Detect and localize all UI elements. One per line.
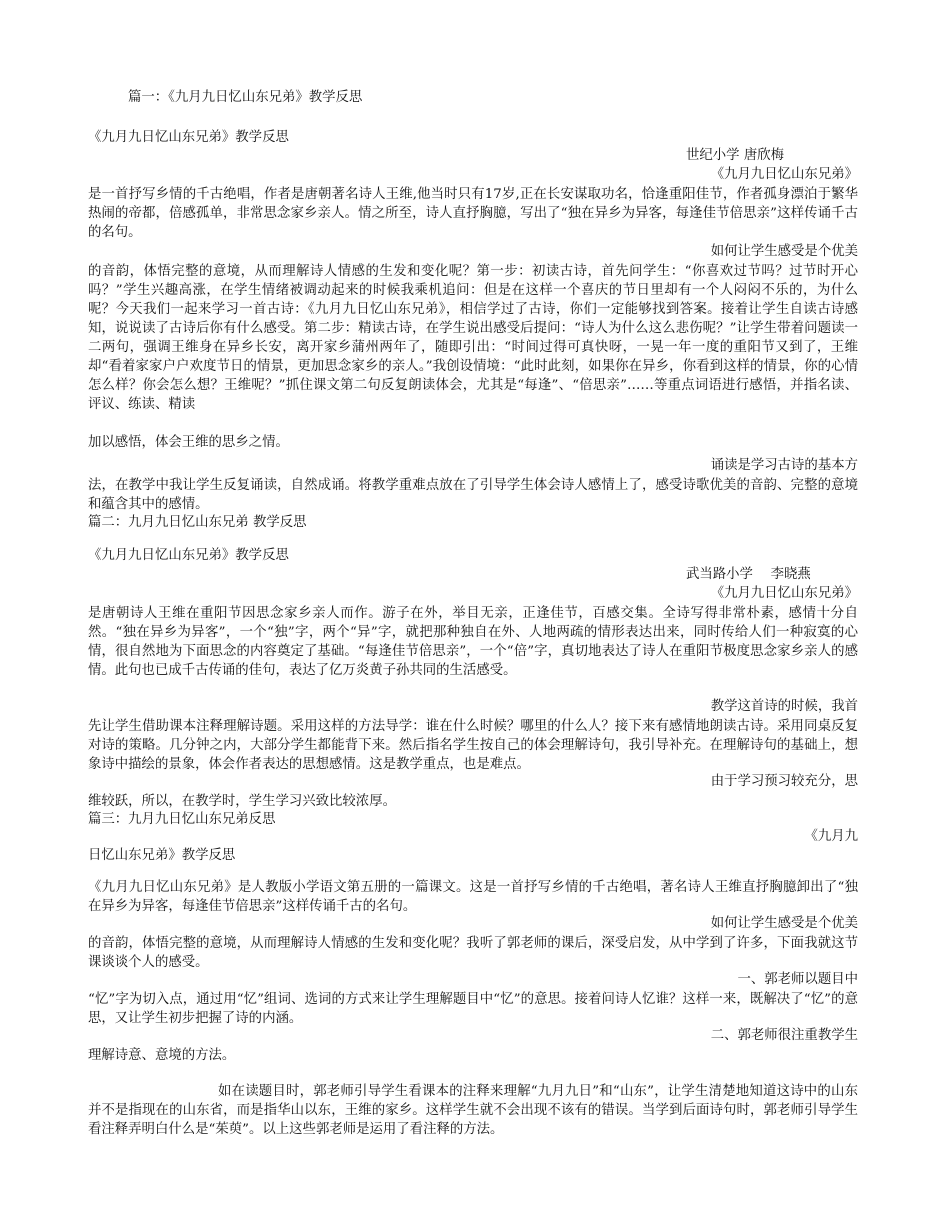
section-1-p2-lead: 如何让学生感受是个优美	[710, 244, 858, 259]
section-3-p5: 如在读题目时，郭老师引导学生看课本的注释来理解“九月九日”和“山东”，让学生清楚地知道这诗中的山东并不是指现在的山东省，而是指华山以东，王维的家乡。这样学生就不会出现不该有的错误。当学到后面诗句时，郭老师引导学生看注释弄明白什么是“茱萸”。以上这些郭老师是运用了看注释的方法。	[88, 1084, 858, 1137]
section-3-p3: “忆”字为切入点，通过用“忆”组词、选词的方式来让学生理解题目中“忆”的意思。接着问诗人忆谁？这样一来，既解决了“忆”的意思，又让学生初步把握了诗的内涵。	[88, 992, 858, 1026]
section-3-title: 日忆山东兄弟》教学反思	[88, 848, 236, 863]
section-2-heading: 篇二：九月九日忆山东兄弟 教学反思	[88, 515, 307, 530]
section-3-p4: 理解诗意、意境的方法。	[88, 1048, 236, 1063]
section-2-p2: 先让学生借助课本注释理解诗题。采用这样的方法导学：谁在什么时候？哪里的什么人？接下来有感情地朗读古诗。采用同桌反复对诗的策略。几分钟之内，大部分学生都能背下来。然后指名学生按自己的体会理解诗句，我引导补充。在理解诗句的基础上，想象诗中描绘的景象，体会作者表达的思想感情。这是教学重点，也是难点。	[88, 719, 858, 772]
section-1-intro: 是一首抒写乡情的千古绝唱，作者是唐朝著名诗人王维,他当时只有17岁,正在长安谋取功名，恰逢重阳佳节，作者孤身漂泊于繁华热闹的帝都，倍感孤单，非常思念家乡亲人。情之所至，诗人直抒胸臆，写出了“独在异乡为异客，每逢佳节倍思亲”这样传诵千古的名句。	[88, 187, 858, 240]
section-3-heading: 篇三：九月九日忆山东兄弟反思	[88, 812, 276, 827]
section-1-p3: 加以感悟，体会王维的思乡之情。	[88, 435, 289, 450]
section-2-intro-lead: 《九月九日忆山东兄弟》	[710, 586, 858, 601]
section-3-p3-lead: 一、郭老师以题目中	[737, 972, 858, 987]
section-1-author: 世纪小学 唐欣梅	[686, 148, 784, 163]
section-3-p2-lead: 如何让学生感受是个优美	[710, 916, 858, 931]
section-2-p3: 维较跃，所以，在教学时，学生学习兴致比较浓厚。	[88, 794, 396, 809]
section-1-p4: 法，在教学中我让学生反复诵读，自然成诵。将教学重难点放在了引导学生体会诗人感情上了，感受诗歌优美的音韵、完整的意境和蕴含其中的感情。	[88, 478, 858, 512]
section-3-p4-lead: 二、郭老师很注重教学生	[710, 1028, 858, 1043]
section-1-heading: 篇一：《九月九日忆山东兄弟》教学反思	[128, 90, 363, 105]
section-1-p4-lead: 诵读是学习古诗的基本方	[710, 458, 858, 473]
section-1-p2: 的音韵，体悟完整的意境，从而理解诗人情感的生发和变化呢？第一步：初读古诗，首先问学生：“你喜欢过节吗？过节时开心吗？”学生兴趣高涨，在学生情绪被调动起来的时候我乘机追问：但是在这样一个喜庆的节日里却有一个人闷闷不乐的，为什么呢？今天我们一起来学习一首古诗：《九月九日忆山东兄弟》，相信学过了古诗，你们一定能够找到答案。接着让学生自读古诗感知，说说读了古诗后你有什么感受。第二步：精读古诗，在学生说出感受后提问：“诗人为什么这么悲伤呢？”让学生带着问题读一二两句，强调王维身在异乡长安，离开家乡蒲州两年了，随即引出：“时间过得可真快呀，一晃一年一度的重阳节又到了，王维却“看着家家户户欢度节日的情景，更加思念家乡的亲人。”我创设情境：“此时此刻，如果你在异乡，你看到这样的情景，你的心情怎么样？你会怎么想？王维呢？”抓住课文第二句反复朗读体会，尤其是“每逢”、“倍思亲”……等重点词语进行感悟，并指名读、评议、练读、精读	[88, 264, 858, 412]
section-3-title-lead: 《九月九	[804, 829, 858, 844]
section-2-p3-lead: 由于学习预习较充分，思	[710, 774, 858, 789]
section-1-intro-lead: 《九月九日忆山东兄弟》	[710, 167, 858, 182]
section-2-p2-lead: 教学这首诗的时候，我首	[710, 699, 858, 714]
section-1-title: 《九月九日忆山东兄弟》教学反思	[88, 130, 289, 145]
section-2-title: 《九月九日忆山东兄弟》教学反思	[88, 548, 289, 563]
section-2-intro: 是唐朝诗人王维在重阳节因思念家乡亲人而作。游子在外，举目无亲，正逢佳节，百感交集。全诗写得非常朴素，感情十分自然。“独在异乡为异客”，一个“独”字，两个“异”字，就把那种独自在外、人地两疏的情形表达出来，同时传给人们一种寂寞的心情，很自然地为下面思念的内容奠定了基础。“每逢佳节倍思亲”，一个“倍”字，真切地表达了诗人在重阳节极度思念家乡亲人的感情。此句也已成千古传诵的佳句，表达了亿万炎黄子孙共同的生活感受。	[88, 606, 858, 678]
section-2-author: 武当路小学 李晓燕	[686, 567, 811, 582]
section-3-intro: 《九月九日忆山东兄弟》是人教版小学语文第五册的一篇课文。这是一首抒写乡情的千古绝唱，著名诗人王维直抒胸臆卸出了“独在异乡为异客，每逢佳节倍思亲”这样传诵千古的名句。	[88, 880, 858, 914]
section-3-p2: 的音韵，体悟完整的意境，从而理解诗人情感的生发和变化呢？我听了郭老师的课后，深受启发，从中学到了许多，下面我就这节课谈谈个人的感受。	[88, 936, 858, 970]
